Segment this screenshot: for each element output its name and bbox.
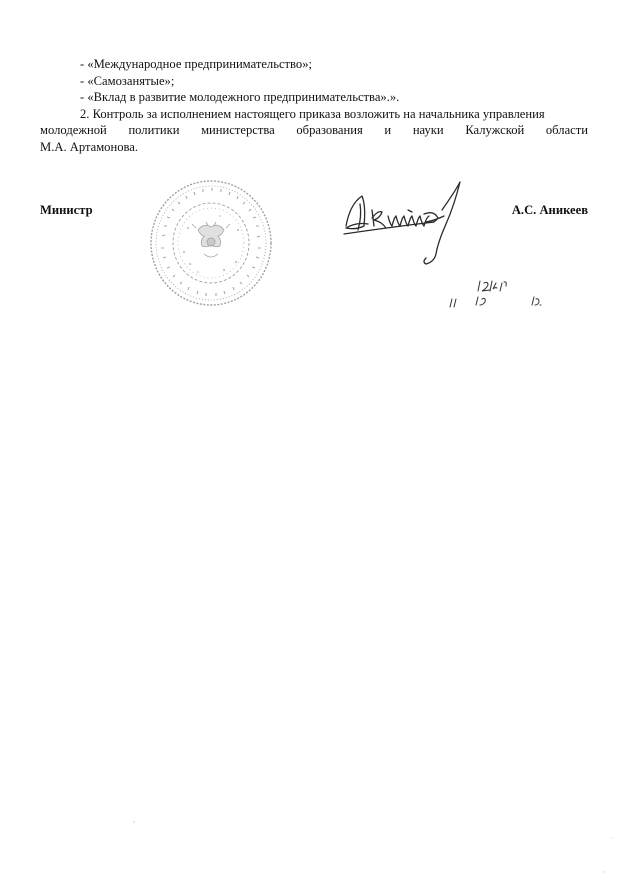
handwritten-note: [448, 275, 558, 315]
paragraph-2-line-1: 2. Контроль за исполнением настоящего приказа возложить на начальника управления: [80, 106, 545, 121]
order-text: [40, 56, 588, 155]
official-seal: [148, 178, 274, 308]
paragraph-2-line-3: М.А. Артамонова.: [40, 139, 139, 154]
handwritten-signature: [338, 180, 488, 270]
bullet-item-youth-contribution: - «Вклад в развитие молодежного предпринимательства».».: [80, 90, 400, 104]
signer-name: А.С. Аникеев: [511, 203, 588, 217]
bullet-item-international-entrepreneurship: - «Международное предпринимательство»;: [80, 57, 312, 71]
signature-row: [40, 203, 588, 223]
paragraph-2-line-2: молодежной политики министерства образования и науки Калужской области: [40, 123, 588, 137]
position-label: Министр: [40, 203, 93, 217]
bullet-item-self-employed: - «Самозанятые»;: [80, 73, 175, 88]
